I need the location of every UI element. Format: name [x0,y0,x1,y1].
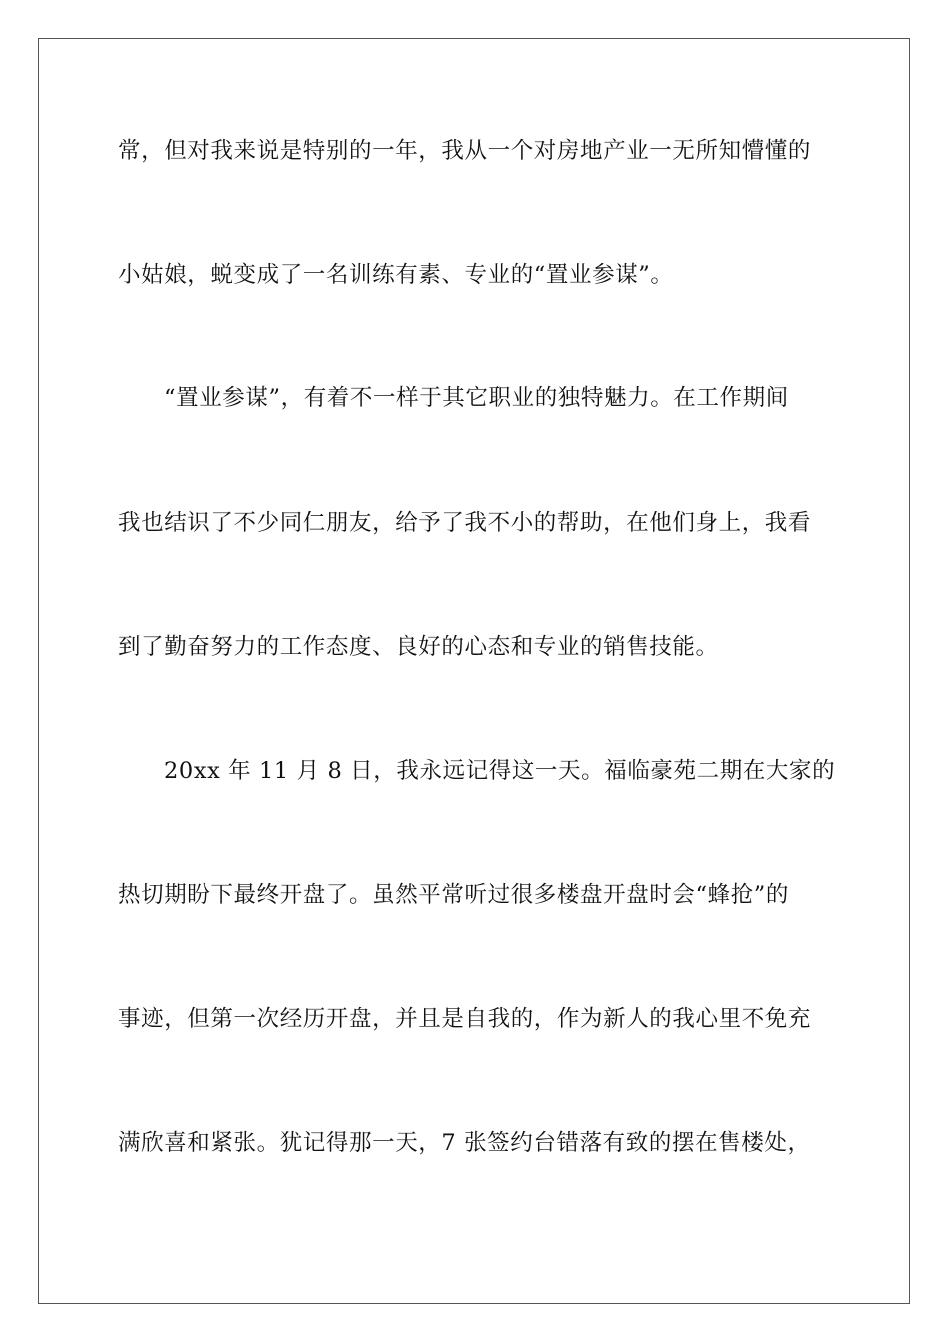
text-line-5: 到了勤奋努力的工作态度、良好的心态和专业的销售技能。 [118,634,719,660]
page-border [38,38,910,1304]
text-line-1: 常，但对我来说是特别的一年，我从一个对房地产业一无所知懵懂的 [118,138,812,164]
paragraph-3-line-1: 20xx 年 11 月 8 日，我永远记得这一天。福临豪苑二期在大家的 [164,758,836,784]
text-line-4: 我也结识了不少同仁朋友，给予了我不小的帮助，在他们身上，我看 [118,510,812,536]
text-line-2: 小姑娘，蜕变成了一名训练有素、专业的“置业参谋”。 [118,262,674,288]
text-line-9: 满欣喜和紧张。犹记得那一天，7 张签约台错落有致的摆在售楼处， [118,1130,811,1156]
text-line-8: 事迹，但第一次经历开盘，并且是自我的，作为新人的我心里不免充 [118,1006,812,1032]
text-line-7: 热切期盼下最终开盘了。虽然平常听过很多楼盘开盘时会“蜂抢”的 [118,882,790,908]
paragraph-2-line-1: “置业参谋”，有着不一样于其它职业的独特魅力。在工作期间 [164,385,789,411]
